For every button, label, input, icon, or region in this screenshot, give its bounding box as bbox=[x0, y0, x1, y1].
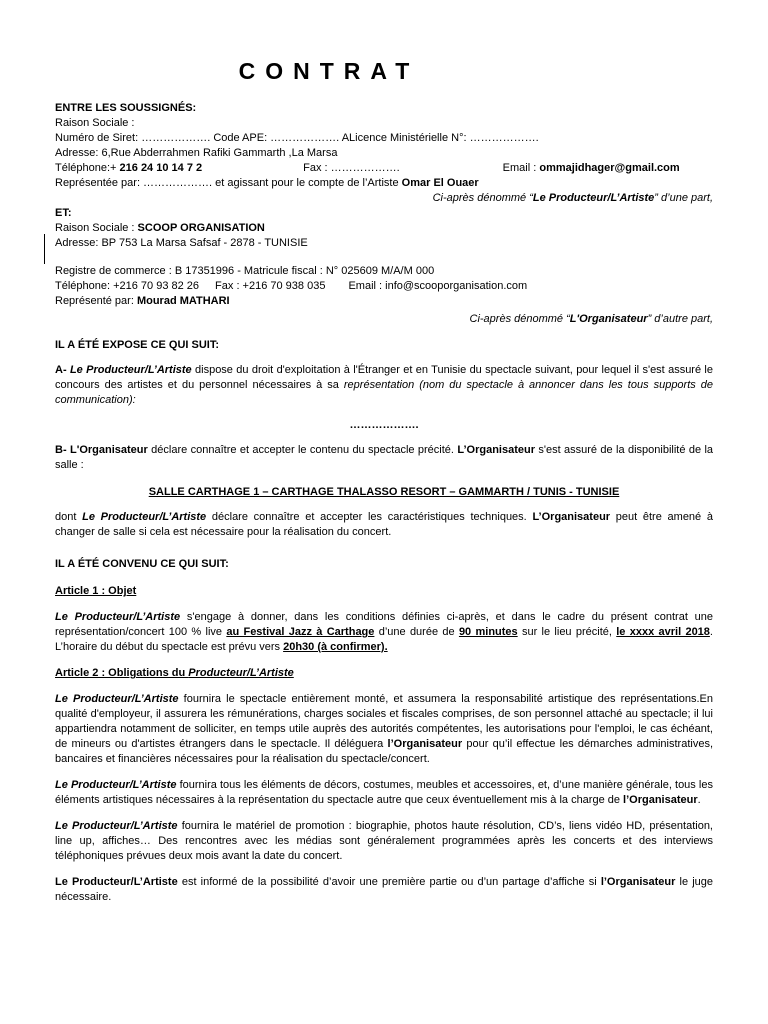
p4-entity: Le Producteur/L’Artiste bbox=[55, 876, 178, 888]
company-details bbox=[55, 264, 713, 327]
article-1-paragraph bbox=[55, 610, 713, 655]
expose-a-entity: Le Producteur/L’Artiste bbox=[69, 364, 192, 376]
convenu-heading: IL A ÉTÉ CONVENU CE QUI SUIT: bbox=[55, 558, 229, 570]
represente-label: Représentée par: ………………. et agissant pour le compte de l’Artiste bbox=[55, 177, 402, 189]
artist-name: Omar El Ouaer bbox=[401, 177, 479, 189]
spectacle-dots: ………………. bbox=[349, 419, 419, 431]
p4-text: est informé de la possibilité d’avoir une première partie ou d’un partage d’affiche si bbox=[177, 876, 601, 888]
expose-a-italic: représentation (nom du spectacle à annoncer dans les tous supports de communication): bbox=[55, 379, 713, 406]
telephone-label: Téléphone:+ bbox=[55, 162, 120, 174]
article-2-title bbox=[55, 666, 713, 681]
dont-text: déclare connaître et accepter les caractéristiques techniques. bbox=[206, 511, 533, 523]
convenu-section bbox=[55, 557, 713, 905]
ci-apres-2-end: ” d’autre part, bbox=[647, 313, 713, 325]
p1-text: fournira le spectacle entièrement monté, et assumera la responsabilité artistique des représentations.En qualité d'employeur, il assurera les rémunérations, charges sociales et fiscales comprises, de son personnel attaché au spectacle; il lui appartiendra notamment de solliciter, en temps utile auprès des autorités compétentes, les autorisations pour l'emploi, le cas échéant, de mineurs ou d'artistes étrangers dans le spectacle. Il déléguera bbox=[55, 693, 713, 750]
telephone-line bbox=[55, 161, 713, 176]
raison-sociale-2 bbox=[55, 221, 713, 236]
telephone-2-line bbox=[55, 279, 713, 294]
art1-duration: 90 minutes bbox=[458, 626, 518, 638]
expose-b-paragraph bbox=[55, 443, 713, 473]
dont-text2: peut être amené à changer de salle si cela est nécessaire pour la réalisation du concert. bbox=[55, 511, 713, 538]
expose-a-prefix: A- bbox=[55, 364, 70, 376]
expose-b-prefix: B- L'Organisateur bbox=[55, 444, 148, 456]
represente-2-label: Représenté par: bbox=[55, 295, 137, 307]
salle-line: SALLE CARTHAGE 1 – CARTHAGE THALASSO RESORT – GAMMARTH / TUNIS - TUNISIE bbox=[148, 486, 620, 498]
expose-b-entity: L’Organisateur bbox=[457, 444, 535, 456]
art1-time: 20h30 (à confirmer). bbox=[283, 641, 388, 653]
fax-2: Fax : +216 70 938 035 bbox=[215, 280, 326, 292]
dont-entity2: L’Organisateur bbox=[532, 511, 611, 523]
art1-text-b: d’une durée de bbox=[374, 626, 459, 638]
raison-sociale-2-label: Raison Sociale : bbox=[55, 222, 138, 234]
ci-apres-producteur bbox=[55, 191, 713, 206]
art2-title-b: Producteur/L’Artiste bbox=[188, 667, 294, 679]
art1-text-d: . L’horaire du début du spectacle est prévu vers bbox=[55, 626, 713, 653]
p2-entity: Le Producteur/L’Artiste bbox=[55, 779, 177, 791]
email-2: Email : info@scooporganisation.com bbox=[348, 280, 528, 292]
art1-entity: Le Producteur/L’Artiste bbox=[55, 611, 181, 623]
expose-b-text: déclare connaître et accepter le contenu du spectacle précité. bbox=[147, 444, 458, 456]
fax-label: Fax : ………………. bbox=[303, 162, 400, 174]
art1-festival: au Festival Jazz à Carthage bbox=[226, 626, 375, 638]
art1-date: le xxxx avril 2018 bbox=[616, 626, 710, 638]
registre-line: Registre de commerce : B 17351996 - Matricule fiscal : N° 025609 M/A/M 000 bbox=[55, 265, 435, 277]
producteur-entity: Le Producteur/L’Artiste bbox=[532, 192, 655, 204]
dont-entity: Le Producteur/L’Artiste bbox=[82, 511, 207, 523]
p3-text: fournira le matériel de promotion : biographie, photos haute résolution, CD’s, liens vidéo HD, présentation, line up, affiches… Des rencontres avec les médias sont généralement programmées après les concerts et des interviews téléphoniques prévues deux mois avant la date du concert. bbox=[55, 820, 713, 862]
article-2-paragraph-2 bbox=[55, 778, 713, 808]
email-value: ommajidhager@gmail.com bbox=[539, 162, 680, 174]
p4-text2: le juge nécessaire. bbox=[55, 876, 714, 903]
p2-end: . bbox=[697, 794, 701, 806]
adresse-line: Adresse: 6,Rue Abderrahmen Rafiki Gammarth ,La Marsa bbox=[55, 147, 338, 159]
p2-entity2: l’Organisateur bbox=[623, 794, 698, 806]
email-label: Email : bbox=[502, 162, 540, 174]
ci-apres-organisateur bbox=[55, 312, 713, 327]
parties-section bbox=[55, 101, 713, 251]
text-cursor bbox=[44, 234, 45, 264]
article-2-paragraph-1 bbox=[55, 692, 713, 767]
represente-2-value: Mourad MATHARI bbox=[136, 295, 230, 307]
p1-entity: Le Producteur/L’Artiste bbox=[55, 693, 179, 705]
art2-title-a: Article 2 : Obligations du bbox=[55, 667, 189, 679]
ci-apres-text: Ci-après dénommé “ bbox=[432, 192, 533, 204]
telephone-2: Téléphone: +216 70 93 82 26 bbox=[55, 280, 200, 292]
raison-sociale-2-value: SCOOP ORGANISATION bbox=[137, 222, 265, 234]
article-2-paragraph-3 bbox=[55, 819, 713, 864]
art1-text-a: s'engage à donner, dans les conditions définies ci-après, et dans le cadre du présent contrat une représentation/concert 100 % live bbox=[55, 611, 713, 638]
ci-apres-end: ” d’une part, bbox=[654, 192, 713, 204]
expose-b-text2: s'est assuré de la disponibilité de la salle : bbox=[55, 444, 714, 471]
dont-paragraph bbox=[55, 510, 713, 540]
expose-a-paragraph bbox=[55, 363, 713, 408]
raison-sociale-label: Raison Sociale : bbox=[55, 117, 135, 129]
parties-heading: ENTRE LES SOUSSIGNÉS: bbox=[55, 102, 197, 114]
represente-line bbox=[55, 176, 713, 191]
adresse-2: Adresse: BP 753 La Marsa Safsaf - 2878 - TUNISIE bbox=[55, 237, 308, 249]
p1-entity2: l’Organisateur bbox=[387, 738, 463, 750]
organisateur-entity: L'Organisateur bbox=[569, 313, 648, 325]
expose-a-text: dispose du droit d'exploitation à l'Étranger et en Tunisie du spectacle suivant, pour lequel il s'est assuré le concours des artistes et du personnel nécessaires à sa bbox=[55, 364, 713, 391]
ci-apres-2-text: Ci-après dénommé “ bbox=[469, 313, 570, 325]
p4-entity2: l’Organisateur bbox=[600, 876, 676, 888]
article-2-paragraph-4 bbox=[55, 875, 713, 905]
article-1-title: Article 1 : Objet bbox=[55, 585, 137, 597]
p1-text2: pour qu’il effectue les démarches administratives, bancaires et financières nécessaires pour la réalisation du spectacle/concert. bbox=[55, 738, 713, 765]
represente-2-line bbox=[55, 294, 713, 309]
document-title: CONTRAT bbox=[238, 58, 420, 84]
dont-prefix: dont bbox=[55, 511, 83, 523]
expose-section bbox=[55, 338, 713, 540]
art1-text-c: sur le lieu précité, bbox=[517, 626, 617, 638]
p2-text: fournira tous les éléments de décors, costumes, meubles et accessoires, et, d’une manière générale, tous les éléments artistiques nécessaires à la représentation du spectacle autre que ceux éventuellement mis à la charge de bbox=[55, 779, 713, 806]
p3-entity: Le Producteur/L’Artiste bbox=[55, 820, 178, 832]
et-label: ET: bbox=[55, 207, 72, 219]
telephone-value: 216 24 10 14 7 2 bbox=[119, 162, 203, 174]
siret-line: Numéro de Siret: ………………. Code APE: ………………. ALicence Ministérielle N°: ………………. bbox=[55, 132, 539, 144]
expose-heading: IL A ÉTÉ EXPOSE CE QUI SUIT: bbox=[55, 339, 220, 351]
